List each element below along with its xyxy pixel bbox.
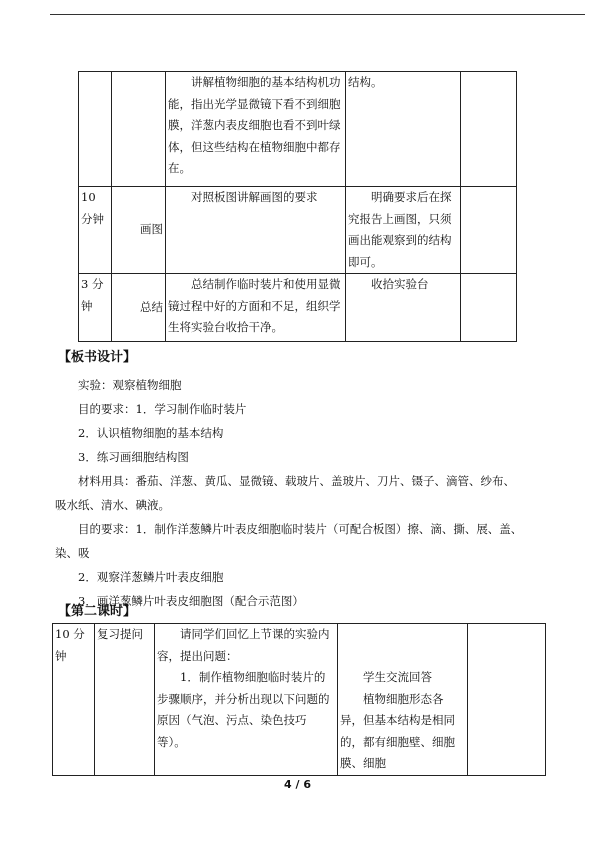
table-row bbox=[79, 274, 517, 342]
board-line: 3．练习画细胞结构图 bbox=[78, 450, 189, 464]
board-line: 2．观察洋葱鳞片叶表皮细胞 bbox=[78, 570, 224, 584]
student-activity-cell: 明确要求后在探究报告上画图，只须画出能观察到的结构即可。 bbox=[346, 187, 461, 274]
page-number: 4 / 6 bbox=[284, 778, 311, 791]
board-line: 实验：观察植物细胞 bbox=[78, 378, 182, 392]
second-lesson-heading: 【第二课时】 bbox=[58, 604, 137, 619]
board-line: 染、吸 bbox=[55, 546, 90, 560]
teacher-question: 1．制作植物细胞临时装片的步骤顺序，并分析出现以下问题的原因（气泡、污点、染色技巧等）。 bbox=[157, 670, 330, 749]
stage-cell: 画图 bbox=[112, 187, 166, 274]
board-line: 目的要求：1．学习制作临时装片 bbox=[78, 402, 247, 416]
student-activity-cell: 结构。 bbox=[346, 72, 461, 187]
board-line: 3．画洋葱鳞片叶表皮细胞图（配合示范图） bbox=[78, 594, 304, 608]
teacher-prompt: 请同学们回忆上节课的实验内容，提出问题： bbox=[157, 627, 330, 663]
note-cell bbox=[461, 72, 517, 187]
board-line: 目的要求：1．制作洋葱鳞片叶表皮细胞临时装片（可配合板图）擦、滴、撕、展、盖、 bbox=[78, 522, 523, 536]
header-rule bbox=[50, 14, 585, 15]
lesson-table-1 bbox=[78, 71, 517, 342]
stage-cell: 复习提问 bbox=[95, 624, 155, 776]
time-cell: 10 分钟 bbox=[79, 187, 112, 274]
note-cell bbox=[468, 624, 546, 776]
stage-cell bbox=[112, 72, 166, 187]
time-cell bbox=[79, 72, 112, 187]
note-cell bbox=[461, 274, 517, 342]
board-design-heading: 【板书设计】 bbox=[58, 350, 137, 365]
student-activity-cell: 收拾实验台 bbox=[346, 274, 461, 342]
stage-cell: 总结 bbox=[112, 274, 166, 342]
table-row bbox=[79, 187, 517, 274]
time-cell: 3 分钟 bbox=[79, 274, 112, 342]
student-answer: 植物细胞形态各异，但基本结构是相同的，都有细胞壁、细胞膜、细胞 bbox=[340, 691, 455, 770]
note-cell bbox=[461, 187, 517, 274]
lesson-table-2 bbox=[52, 623, 546, 776]
teacher-activity-cell bbox=[155, 624, 338, 776]
board-line: 材料用具：番茄、洋葱、黄瓜、显微镜、载玻片、盖玻片、刀片、镊子、滴管、纱布、 bbox=[78, 474, 515, 488]
table-row bbox=[53, 624, 546, 776]
board-line: 2．认识植物细胞的基本结构 bbox=[78, 426, 224, 440]
student-response: 学生交流回答 bbox=[363, 670, 432, 684]
student-activity-cell bbox=[338, 624, 468, 776]
time-cell: 10 分钟 bbox=[53, 624, 95, 776]
board-line: 吸水纸、清水、碘液。 bbox=[55, 498, 170, 512]
teacher-activity-cell: 总结制作临时装片和使用显微镜过程中好的方面和不足，组织学生将实验台收拾干净。 bbox=[166, 274, 346, 342]
teacher-activity-cell: 讲解植物细胞的基本结构机功能，指出光学显微镜下看不到细胞膜，洋葱内表皮细胞也看不到叶绿体，但这些结构在植物细胞中都存在。 bbox=[166, 72, 346, 187]
teacher-activity-cell: 对照板图讲解画图的要求 bbox=[166, 187, 346, 274]
table-row bbox=[79, 72, 517, 187]
